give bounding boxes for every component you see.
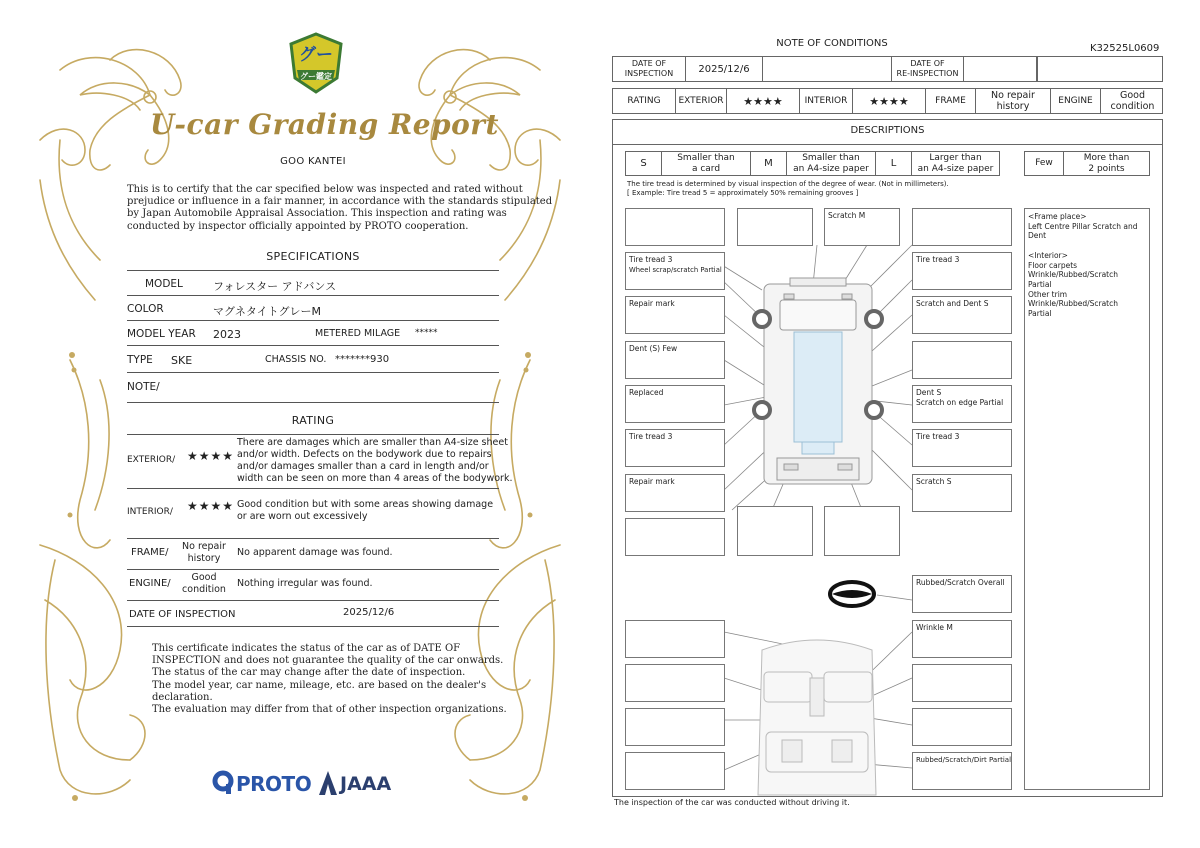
- engine-value: [177, 572, 231, 596]
- frame-value: [976, 89, 1051, 113]
- note-repair-mark-front: Repair mark: [625, 296, 725, 334]
- descriptions-rule: [612, 144, 1163, 145]
- color-label: COLOR: [127, 303, 164, 315]
- engine-label: ENGINE: [1051, 89, 1101, 113]
- engine-value-line: Good: [191, 572, 217, 583]
- intro-line: prejudice or influence in a fair manner, in accordance with the standards stipulated: [127, 196, 553, 208]
- note-replaced: Replaced: [625, 385, 725, 423]
- rating-heading: RATING: [291, 414, 335, 427]
- note-rubbed-overall: Rubbed/Scratch Overall: [912, 575, 1012, 613]
- size-m-code: M: [750, 151, 787, 176]
- engine-label: ENGINE/: [129, 578, 171, 589]
- value-line: No repair: [991, 90, 1035, 101]
- spec-row-type: [127, 346, 499, 373]
- model-label: MODEL: [145, 278, 183, 290]
- note-dent-s-few: Dent (S) Few: [625, 341, 725, 379]
- desc-line: There are damages which are smaller than A4-size sheet: [237, 437, 508, 448]
- badge-label: グー鑑定: [300, 72, 332, 81]
- rating-row-interior: [127, 489, 499, 539]
- frame-value: [177, 541, 231, 565]
- footer-line: The model year, car name, mileage, etc. are based on the dealer's: [152, 679, 487, 691]
- exterior-label: EXTERIOR: [676, 89, 727, 113]
- type-value: SKE: [171, 354, 193, 367]
- panel-line: <Interior>: [1028, 250, 1068, 260]
- note-scratch-m-top: Scratch M: [824, 208, 900, 246]
- intro-line: by Japan Automobile Appraisal Association. This inspection and rating was: [127, 208, 507, 220]
- rating-row-engine: [127, 570, 499, 601]
- value-line: history: [996, 101, 1030, 112]
- note-box-9: [625, 620, 725, 658]
- inspection-date-label: DATE OF INSPECTION: [129, 609, 236, 620]
- report-subtitle: GOO KANTEI: [280, 156, 346, 167]
- exterior-stars: ★★★★: [187, 449, 235, 463]
- footer-line: The status of the car may change after the date of inspection.: [152, 667, 466, 679]
- inspection-date-value: 2025/12/6: [343, 607, 395, 618]
- note-repair-mark-rear: Repair mark: [625, 474, 725, 512]
- desc-line: Good condition but with some areas showing damage: [237, 499, 494, 510]
- date-divider: [1036, 56, 1037, 82]
- note-box-top-2: [737, 208, 813, 246]
- frame-value-line: No repair: [182, 541, 226, 552]
- panel-line: <Frame place>: [1028, 212, 1087, 221]
- spec-row-model: [127, 271, 499, 296]
- note-box-1: [625, 208, 725, 246]
- few-text: [1063, 151, 1150, 176]
- panel-line: Other trim: [1028, 289, 1068, 299]
- panel-line: Dent: [1028, 231, 1047, 241]
- note-tire-rear-left: Tire tread 3: [625, 429, 725, 467]
- note-box-right-4: [912, 341, 1012, 379]
- chassis-value: *******930: [335, 354, 390, 365]
- legend-line: an A4-size paper: [917, 163, 994, 174]
- size-s-text: [661, 151, 751, 176]
- legend-line: More than: [1083, 152, 1130, 163]
- footer-line: INSPECTION and does not guarantee the quality of the car onwards.: [152, 655, 504, 667]
- spec-row-year: [127, 321, 499, 346]
- note-wrinkle-m: Wrinkle M: [912, 620, 1012, 658]
- panel-line: Partial: [1028, 309, 1052, 319]
- reinspection-value: [964, 57, 1037, 81]
- note-box-right-10: [912, 664, 1012, 702]
- conditions-title: NOTE OF CONDITIONS: [776, 38, 888, 49]
- interior-stars: ★★★★: [187, 499, 235, 513]
- note-line: Scratch on edge Partial: [916, 398, 1004, 407]
- mileage-value: *****: [415, 328, 438, 338]
- size-m-text: [786, 151, 876, 176]
- frame-description: No apparent damage was found.: [237, 547, 393, 558]
- label-line: RE-INSPECTION: [896, 69, 959, 78]
- desc-line: and/or damages smaller than a card in length and/or: [237, 461, 489, 472]
- goo-kantei-badge-icon: [289, 32, 343, 94]
- note-scratch-dent-s: Scratch and Dent S: [912, 296, 1012, 334]
- note-box-right-11: [912, 708, 1012, 746]
- reference-number: K32525L0609: [1090, 43, 1160, 54]
- date-blank-1: [763, 57, 892, 81]
- proto-logo-icon: [212, 770, 236, 796]
- value-line: Good: [1119, 90, 1146, 101]
- svg-text:グー: グー: [299, 45, 333, 65]
- frame-label: FRAME: [926, 89, 976, 113]
- panel-line: [1028, 241, 1146, 251]
- color-value: マグネタイトグレーM: [213, 305, 321, 318]
- frame-interior-notes-panel: [1024, 208, 1150, 790]
- date-inspection-label: [613, 57, 686, 81]
- inspection-date-table: [612, 56, 1163, 82]
- rating-label: RATING: [613, 89, 676, 113]
- label-line: DATE OF: [910, 59, 945, 68]
- label-line: DATE OF: [631, 59, 667, 68]
- note-label: NOTE/: [127, 381, 160, 393]
- exterior-label: EXTERIOR/: [127, 455, 176, 465]
- certificate-footer: [152, 643, 507, 716]
- descriptions-heading: DESCRIPTIONS: [850, 125, 925, 136]
- mileage-label: METERED MILAGE: [315, 328, 401, 339]
- legend-line: a card: [691, 163, 721, 174]
- interior-description: [237, 499, 493, 523]
- exterior-stars: ★★★★: [727, 89, 800, 113]
- engine-value-line: condition: [182, 584, 226, 595]
- report-title: U-car Grading Report: [150, 108, 499, 141]
- intro-line: conducted by inspector officially appointed by PROTO cooperation.: [127, 220, 469, 232]
- note-rubbed-dirt: Rubbed/Scratch/Dirt Partial: [912, 752, 1012, 790]
- model-value: フォレスター アドバンス: [213, 280, 337, 293]
- tire-tread-note: [627, 180, 949, 198]
- legend-line: 2 points: [1088, 163, 1125, 174]
- value-line: condition: [1110, 101, 1155, 112]
- note-tire-front-right: Tire tread 3: [912, 252, 1012, 290]
- proto-logo-text: PROTO: [236, 772, 312, 796]
- engine-description: Nothing irregular was found.: [237, 578, 373, 589]
- model-year-value: 2023: [213, 328, 241, 341]
- note-dent-s-edge: [912, 385, 1012, 423]
- frame-value-line: history: [187, 553, 221, 564]
- note-line: Dent S: [916, 388, 942, 397]
- desc-line: or are worn out excessively: [237, 511, 368, 522]
- frame-label: FRAME/: [131, 547, 169, 558]
- size-l-text: [911, 151, 1000, 176]
- interior-stars: ★★★★: [853, 89, 926, 113]
- inspection-footer-note: The inspection of the car was conducted without driving it.: [614, 798, 850, 807]
- size-l-code: L: [875, 151, 912, 176]
- footer-line: declaration.: [152, 691, 213, 703]
- chassis-label: CHASSIS NO.: [265, 354, 327, 365]
- panel-line: Partial: [1028, 279, 1052, 289]
- interior-label: INTERIOR/: [127, 507, 173, 517]
- engine-value: [1101, 89, 1164, 113]
- specifications-heading: SPECIFICATIONS: [266, 250, 360, 263]
- rating-row-exterior: [127, 435, 513, 489]
- panel-line: Wrinkle/Rubbed/Scratch: [1028, 299, 1118, 309]
- note-box-right-1: [912, 208, 1012, 246]
- note-box-12: [625, 752, 725, 790]
- footer-line: The evaluation may differ from that of other inspection organizations.: [152, 704, 507, 716]
- footer-line: This certificate indicates the status of the car as of DATE OF: [152, 643, 461, 654]
- note-tire-rear-right: Tire tread 3: [912, 429, 1012, 467]
- panel-line: Wrinkle/Rubbed/Scratch: [1028, 270, 1118, 280]
- note-scratch-s: Scratch S: [912, 474, 1012, 512]
- rating-table: [612, 88, 1163, 114]
- label-line: INSPECTION: [624, 69, 674, 78]
- note-line: Wheel scrap/scratch Partial: [629, 266, 722, 274]
- reinspection-label: [892, 57, 964, 81]
- note-box-bottom-2: [737, 506, 813, 556]
- rating-row-frame: [127, 539, 499, 570]
- spec-row-color: [127, 296, 499, 321]
- note-tire-front-left: [625, 252, 725, 290]
- panel-line: Left Centre Pillar Scratch and: [1028, 221, 1138, 231]
- rating-row-date: [127, 601, 499, 627]
- spec-row-note: [127, 373, 499, 403]
- date-blank-2: [1037, 57, 1164, 81]
- note-line: [ Example: Tire tread 5 = approximately 50% remaining grooves ]: [627, 189, 859, 197]
- jaaa-logo-icon: [318, 770, 338, 796]
- intro-line: This is to certify that the car specified below was inspected and rated without: [127, 184, 523, 195]
- date-inspection-value: 2025/12/6: [686, 57, 763, 81]
- note-box-bottom-3: [824, 506, 900, 556]
- desc-line: width can be seen on more than 4 areas of the bodywork.: [237, 473, 513, 484]
- legend-line: Larger than: [929, 152, 982, 163]
- note-box-10: [625, 664, 725, 702]
- note-line: Tire tread 3: [629, 255, 673, 264]
- note-box-11: [625, 708, 725, 746]
- few-code: Few: [1024, 151, 1064, 176]
- desc-line: and/or width. Defects on the bodywork due to repairs: [237, 449, 492, 460]
- certificate-intro: [127, 184, 552, 233]
- legend-line: an A4-size paper: [793, 163, 869, 174]
- interior-label: INTERIOR: [800, 89, 853, 113]
- panel-line: Floor carpets: [1028, 260, 1078, 270]
- jaaa-logo-text: JAAA: [340, 773, 392, 795]
- size-s-code: S: [625, 151, 662, 176]
- type-label: TYPE: [127, 354, 153, 366]
- model-year-label: MODEL YEAR: [127, 328, 196, 340]
- note-line: The tire tread is determined by visual inspection of the degree of wear. (Not in millimeters).: [627, 180, 949, 188]
- legend-line: Smaller than: [677, 152, 735, 163]
- note-box-8: [625, 518, 725, 556]
- legend-line: Smaller than: [802, 152, 860, 163]
- exterior-description: [237, 437, 512, 485]
